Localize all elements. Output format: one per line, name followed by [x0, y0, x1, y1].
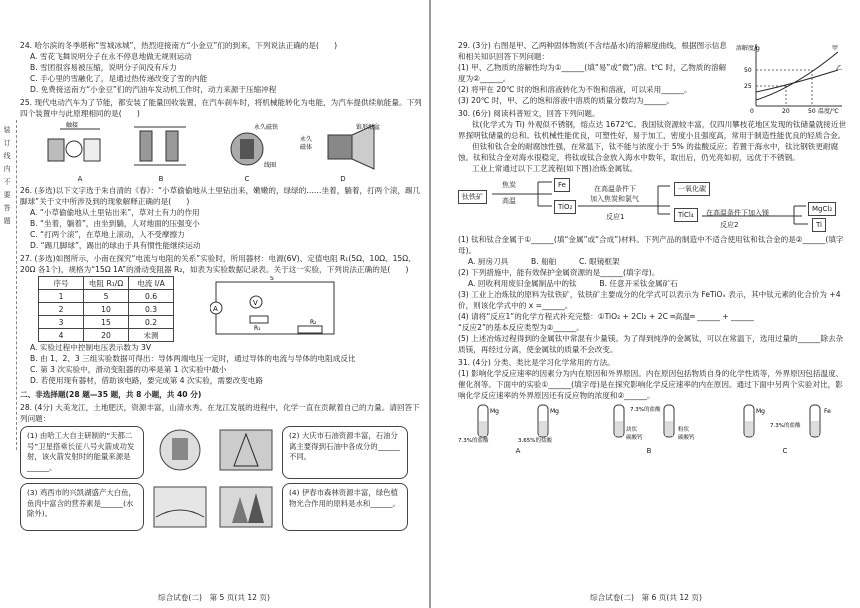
binding-char: 不 [3, 178, 12, 185]
svg-text:A: A [213, 305, 218, 313]
q24-option-d: D. 免费接送南方“小金豆”们的汽油车发动机工作时，动力来源于压缩冲程 [30, 85, 277, 94]
q27-stem: 27. (多选)如图所示，小南在探究“电流与电阻的关系”实验时，所用器材：电源(6V)、定值电阻 R₁(5Ω、10Ω、15Ω、20Ω 各1个)，规格为“15Ω 1A”的滑动变阻器 R₂，如表为实验数据记录表。关于这一实验，下列说法正确的是( ) [20, 254, 416, 274]
svg-text:磁体: 磁体 [300, 144, 313, 151]
flow-arrows [458, 176, 850, 232]
svg-text:乙: 乙 [836, 65, 843, 72]
test-tubes-a-icon [458, 403, 578, 443]
q25-figure-c [202, 121, 292, 183]
q26-option-d: D. “踢几脚球”，踢出的球由于具有惯性能继续运动 [30, 241, 201, 250]
q25-figure-b [126, 121, 196, 183]
question-26 [20, 185, 422, 251]
q30-item-5: (5) 上述冶炼过程得到的金属钛中常混有少量镁。为了得到纯净的金属钛，可以在常温下，选用过量的______除去杂质镁，再经过分离，使金属钛的质量不会改变。 [458, 334, 844, 354]
table-header: 电流 I/A [129, 277, 174, 290]
experiment-a [458, 403, 578, 453]
oil-derrick-icon [216, 426, 276, 474]
q24-option-c: C. 手心里的雪融化了，是通过热传递改变了雪的内能 [30, 74, 208, 83]
q25-stem: 25. 现代电动汽车为了节能，都安装了能量回收装置，在汽车刹车时，将机械能转化为电能，为汽车提供续航能量。下列四个装置中与此原理相同的是( ) [20, 98, 422, 118]
exp-label-b: B [646, 447, 652, 455]
svg-text:永久: 永久 [300, 136, 313, 143]
q27-option-d: D. 若使用现有器材，借助该电路，要完成第 4 次实验，需要改变电路 [30, 376, 263, 385]
microphone-diagram-icon [202, 121, 292, 171]
q27-option-c: C. 第 3 次实验中，滑动变阻器的功率是第 1 次实验中最小 [30, 365, 227, 374]
table-row: 4 20 未测 [39, 329, 174, 342]
right-page [432, 0, 860, 608]
svg-text:7.3%的盐酸: 7.3%的盐酸 [630, 407, 661, 413]
svg-text:Mg: Mg [490, 408, 499, 415]
q27-data-table [38, 276, 174, 342]
table-row: 3 15 0.2 [39, 316, 174, 329]
q30-item-2: (2) 下列措施中，能有效保护金属资源的是______(填字母)。 [458, 268, 660, 277]
question-31 [458, 357, 850, 453]
experiment-b [584, 403, 714, 453]
q30-item-1: (1) 钛和钛合金属于①______(填“金属”或“合成”)材料。下列产品的制造中不适合使用钛和钛合金的是②______(填字母)。 [458, 235, 844, 255]
svg-text:0: 0 [750, 108, 754, 114]
fig-label-b: B [158, 175, 164, 183]
q28-box-2: (2) 大庆市石油资源丰富，石油分离主要得到石油中各成分的______不同。 [282, 426, 408, 479]
question-30 [458, 108, 850, 355]
q25-figure-d [298, 121, 388, 183]
process-flow: 钛铁矿 焦炭 高温 Fe TiO₂ 在高温条件下 加入焦炭和氯气 反应1 一氧化碳 TiCl₄ 在高温条件下加入镁 反应2 MgCl₂ Ti [458, 176, 850, 232]
solubility-graph [734, 40, 846, 114]
q27-option-b: B. 由 1、2、3 三组实验数据可得出：导体两端电压一定时，通过导体的电流与导体的电阻成反比 [30, 354, 356, 363]
page-footer: 综合试卷(二) 第 6 页(共 12 页) [590, 593, 702, 602]
q24-option-b: B. 雪团很容易被压缩，说明分子间没有斥力 [30, 63, 177, 72]
svg-text:20: 20 [782, 108, 790, 114]
svg-text:永久磁铁: 永久磁铁 [254, 124, 279, 131]
svg-text:7.3%的盐酸: 7.3%的盐酸 [770, 423, 801, 429]
q24-stem: 24. 哈尔滨的冬季堪称“雪城冰城”，热烈迎接南方“小金豆”们的到来，下列说法正确的是( ) [20, 41, 338, 50]
left-page [0, 0, 428, 608]
q29-item-2: (2) 将甲在 20℃ 时的饱和溶液转化为不饱和溶液，可以采用______。 [458, 85, 692, 94]
q28-stem: 28. (4分) 大美龙江，土地肥沃，资源丰富，山清水秀。在龙江发展的进程中，化学一直在贡献着自己的力量。请回答下列问题： [20, 403, 420, 423]
table-row: 2 10 0.3 [39, 303, 174, 316]
binding-char: 答 [3, 204, 12, 211]
lake-icon [150, 483, 210, 531]
svg-text:线圈: 线圈 [264, 162, 277, 169]
svg-text:溶解度/g: 溶解度/g [736, 45, 760, 52]
fig-label-a: A [77, 175, 83, 183]
page-footer: 综合试卷(二) 第 5 页(共 12 页) [158, 593, 270, 602]
q26-option-c: C. “打两个滚”，在草地上滚动，人不受摩擦力 [30, 230, 185, 239]
svg-text:触接: 触接 [66, 122, 79, 129]
exp-label-a: A [515, 447, 521, 455]
q30-item-4: (4) 请将“反应1”的化学方程式补充完整：①TiO₂ + 2Cl₂ + 2C ═高温═ ______ + ______ [458, 312, 754, 321]
q30-item-3: (3) 工业上冶炼钛的原料为钛铁矿，钛铁矿主要成分的化学式可以表示为 FeTiOₓ 表示，其中钛元素的化合价为 +4 价，则该化学式中的 x =______。 [458, 290, 841, 310]
binding-char: 题 [3, 217, 12, 224]
q30-item-4b: “反应2”的基本反应类型为②______。 [458, 323, 584, 332]
q30-item-2-options: A. 回收利用废旧金属制品中的钛 B. 任意开采钛金属矿石 [468, 279, 678, 288]
q26-stem: 26. (多选)以下文字选于朱自清的《春》：“小草偷偷地从土里钻出来，嫩嫩的，绿绿的……坐着，躺着，打两个滚，踢几脚球”关于文中所涉及到的现象解释正确的是( ) [20, 186, 421, 206]
speaker-diagram-icon [298, 121, 388, 171]
svg-text:甲: 甲 [832, 45, 839, 52]
q29-stem: 29. (3分) 右图是甲、乙两种固体物质(不含结晶水)的溶解度曲线，根据图示信息和相关知识回答下列问题： [458, 41, 727, 61]
section-heading: 二、非选择题(28 题—35 题，共 8 小题，共 40 分) [20, 390, 202, 399]
svg-text:50: 50 [808, 108, 816, 114]
q28-box-1: (1) 由哈工大自主研制的“天都二号”卫星搭乘长征八号火箭成功发射，该火箭发射时的能量来源是______。 [20, 426, 144, 479]
svg-text:7.3%的盐酸: 7.3%的盐酸 [458, 438, 489, 443]
question-25 [20, 97, 422, 183]
q29-item-1: (1) 甲、乙物质的溶解性均为①______(填“易”或“微”)溶。t℃ 时，乙物质的溶解度为②______。 [458, 63, 727, 83]
binding-char: 内 [3, 165, 12, 172]
svg-text:25: 25 [744, 83, 752, 90]
question-24 [20, 40, 422, 95]
page-divider [429, 0, 431, 608]
motor-diagram-icon [40, 121, 120, 171]
svg-text:碳酸钙: 碳酸钙 [678, 435, 695, 441]
forest-icon [216, 483, 276, 531]
q30-item-1-options: A. 厨房刀具 B. 船舶 C. 眼镜框架 [468, 257, 620, 266]
svg-text:S: S [270, 276, 274, 282]
q26-option-a: A. “小草偷偷地从土里钻出来”，草对土有力的作用 [30, 208, 200, 217]
table-header: 电阻 R₁/Ω [84, 277, 129, 290]
binding-char: 要 [3, 191, 12, 198]
svg-text:50: 50 [744, 67, 752, 74]
question-27 [20, 253, 422, 386]
q30-paragraph-2: 但钛和钛合金的耐腐蚀性强，在常温下，钛不能与浓度小于 5% 的盐酸反应；若置于海水中，钛比钢铁更耐腐蚀。钛和钛合金对海水很稳定，将钛或钛合金放入海水中数年，取出后，仍光亮如初，远优于不锈钢。 [458, 142, 839, 162]
svg-text:Mg: Mg [550, 408, 559, 415]
q28-box-3: (3) 鸡西市的兴凯湖盛产大白鱼，鱼肉中富含的营养素是______(水除外)。 [20, 483, 144, 531]
svg-text:块状: 块状 [626, 427, 638, 433]
svg-text:V: V [253, 299, 258, 307]
q24-option-a: A. 雪花飞舞说明分子在永不停息地做无规则运动 [30, 52, 192, 61]
test-tubes-c-icon [720, 403, 850, 443]
q25-figure-a [40, 121, 120, 183]
q28-box-4: (4) 伊春市森林资源丰富，绿色植物光合作用的原料是水和______。 [282, 483, 408, 531]
svg-text:R₂: R₂ [310, 319, 317, 326]
q29-item-3: (3) 20℃ 时，甲、乙的饱和溶液中溶质的质量分数均为______。 [458, 96, 675, 105]
q27-option-a: A. 实验过程中控制电压表示数为 3V [30, 343, 152, 352]
binding-char: 订 [3, 139, 12, 146]
fig-label-c: C [244, 175, 250, 183]
svg-text:粉状: 粉状 [678, 427, 690, 433]
electromagnet-diagram-icon [126, 121, 196, 171]
svg-text:Mg: Mg [756, 408, 765, 415]
q31-stem: 31. (4分) 分类、类比是学习化学常用的方法。 [458, 358, 615, 367]
curve-jia [756, 52, 838, 100]
svg-text:碳酸钙: 碳酸钙 [626, 435, 643, 441]
binding-char: 线 [3, 152, 12, 159]
test-tubes-b-icon [584, 403, 714, 443]
svg-text:3.65%的盐酸: 3.65%的盐酸 [518, 438, 552, 443]
q30-paragraph-3: 工业上常通过以下工艺流程(如下图)冶炼金属钛。 [472, 164, 638, 173]
svg-text:R₁: R₁ [254, 325, 261, 332]
svg-text:温度/℃: 温度/℃ [818, 108, 839, 114]
question-28 [20, 402, 422, 531]
q31-paragraph: (1) 影响化学反应速率的因素分为内在原因和外界原因。内在原因包括物质自身的化学性质等，外界原因包括温度、催化剂等。下面中的实验①______(填字母)是在探究影响化学反应速率的内在原因。通过下面中另两个实验对比，影响化学反应速率的外界原因还有反应物的浓度和②______。 [458, 369, 844, 400]
binding-char: 装 [3, 126, 12, 133]
circuit-diagram-icon [210, 276, 340, 340]
q26-option-b: B. “坐着，躺着”，由坐到躺，人对地面的压强变小 [30, 219, 200, 228]
q30-stem: 30. (6分) 阅读科普短文，回答下列问题。 [458, 109, 600, 118]
table-row: 1 5 0.6 [39, 290, 174, 303]
emblem-icon [150, 426, 210, 474]
svg-text:Fe: Fe [824, 408, 831, 415]
table-header: 序号 [39, 277, 84, 290]
experiment-c [720, 403, 850, 453]
exp-label-c: C [782, 447, 788, 455]
binding-margin [2, 120, 17, 450]
q30-paragraph-1: 钛(化学式为 Ti) 外观似不锈钢，熔点达 1672℃。我国钛资源较丰富，仅四川攀枝花地区发现的钛储量就接近世界探明钛储量的总和。钛机械性能优良，可塑性好，易于加工，密度小且强度高，常用于制造性能优良的轻质合金。 [458, 120, 847, 140]
svg-text:锥形纸盆: 锥形纸盆 [356, 124, 381, 131]
fig-label-d: D [340, 175, 346, 183]
